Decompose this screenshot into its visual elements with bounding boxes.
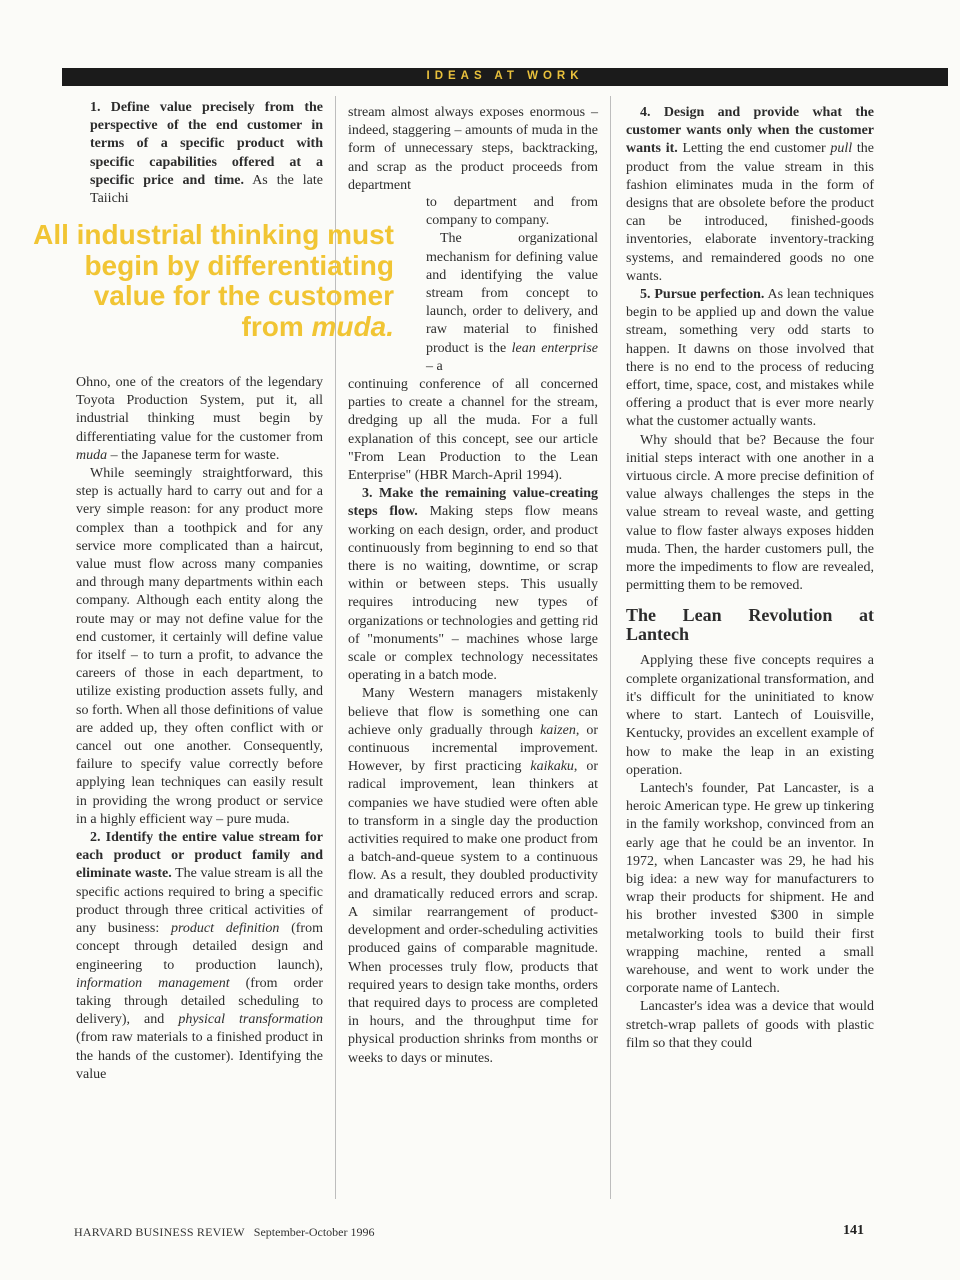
text: The value stream is all the specific actions required to bring a specific product through three critical activities of any business: xyxy=(76,866,323,937)
text: (from concept through detailed design and engineering to production launch), xyxy=(76,921,323,973)
paragraph-virtuous-circle: Why should that be? Because the four initial steps interact with one another in a virtuous circle. A more precise definition of value always challenges the steps in the value stream to reveal waste, and getting value to flow faster always exposes hidden muda. Then, the harder customers pull, the more the impediments to flow are revealed, permitting them to be removed. xyxy=(626,432,874,594)
text: Letting the end customer xyxy=(677,141,831,157)
emphasis: product definition xyxy=(170,921,280,937)
emphasis: kaizen xyxy=(540,722,576,738)
pull-quote-line-4-text: from xyxy=(241,310,312,342)
paragraph-idea: Lancaster's idea was a device that would stretch-wrap pallets of goods with plastic film so that they could xyxy=(626,999,874,1051)
paragraph-step-1 xyxy=(76,99,323,208)
pull-quote-line-2: begin by differentiating xyxy=(84,249,394,281)
paragraph-step-3 xyxy=(348,485,598,685)
column-2-top xyxy=(348,104,598,195)
text: The organizational mechanism for defining value and identifying the value stream from concept to launch, order to delivery, and raw material to finished product is the xyxy=(426,231,598,356)
paragraph-ohno xyxy=(76,374,323,465)
text: (from order taking through detailed scheduling to delivery), and xyxy=(76,975,324,1028)
text: Many Western managers mistakenly believe that flow is something one can achieve only gradually through xyxy=(348,686,598,738)
column-1-top xyxy=(76,99,323,208)
pull-quote-line-3: value for the customer xyxy=(93,280,394,311)
text: As lean techniques begin to be applied up and down the value stream, something very odd starts to happen. It dawns on those involved that there is no end to the process of reducing effort, time, space, cost, and mistakes while offering a product that is ever more nearly what the customer actually wants. xyxy=(626,287,874,430)
issue-date: September-October 1996 xyxy=(253,1225,375,1239)
column-1-body xyxy=(76,374,323,1084)
text: , or radical improvement, lean thinkers at companies we have studied were often able to transform in a single day the production activities required to make one product from a batch-and-queue system to a continuous flow. As a result, they doubled productivity and dramatically reduced errors and scrap. A similar rearrangement of product-development and order-scheduling activities produced gains of comparable magnitude. When processes truly flow, products that required years to design take months, orders that required days to process are completed in hours, and the throughput time for physical production shrinks from months or weeks to days or minutes. xyxy=(348,759,598,1066)
text: , or continuous incremental improvement. However, by first practicing xyxy=(348,722,598,775)
step-5-heading: 5. Pursue perfection. xyxy=(640,287,765,303)
pull-quote-line-4 xyxy=(20,312,394,343)
section-header-bar xyxy=(62,68,948,86)
paragraph-step-5 xyxy=(626,286,874,432)
emphasis: lean enterprise xyxy=(511,340,598,356)
text: – the Japanese term for waste. xyxy=(107,447,280,463)
pull-quote xyxy=(20,220,394,342)
column-divider-2 xyxy=(610,96,611,1199)
paragraph-founder: Lantech's founder, Pat Lancaster, is a heroic American type. He grew up tinkering in the family workshop, convinced from an early age that he could be an inventor. In 1972, when Lancaster was 29, he had his big idea: a new way for manufacturers to wrap their products for shipment. He and his brother invested $300 in simple metalworking tools to build their first wrapping machine, rented a small warehouse, and went to work under the corporate name of Lantech. xyxy=(626,780,874,997)
paragraph-lean-enterprise xyxy=(426,230,598,376)
paragraph-step-2 xyxy=(76,829,323,1084)
step-4-heading: 4. Design and provide what the customer wants only when the customer wants it. xyxy=(626,105,874,157)
emphasis: physical transformation xyxy=(178,1012,324,1028)
paragraph-value-stream-cont: to department and from company to company. xyxy=(426,195,598,229)
column-2-inset xyxy=(426,194,598,376)
emphasis: muda xyxy=(76,447,108,463)
paragraph-lean-enterprise-cont: continuing conference of all concerned parties to create a channel for the stream, dredging up all the muda. For a full explanation of this concept, see our article "From Lean Production to the Lean Enterprise" (HBR March-April 1994). xyxy=(348,377,598,484)
text: – a xyxy=(426,358,443,374)
paragraph-applying: Applying these five concepts requires a complete organizational transformation, and it's difficult for the uninitiated to know where to start. Lantech of Louisville, Kentucky, provides an excellent example of how to make the leap in an existing operation. xyxy=(626,653,874,778)
step-2-heading: 2. Identify the entire value stream for each product or product family and eliminate waste. xyxy=(76,830,323,882)
footer-citation xyxy=(74,1225,375,1240)
emphasis: pull xyxy=(830,141,853,157)
paragraph-value-stream: stream almost always exposes enormous – indeed, staggering – amounts of muda in the form of unnecessary steps, backtracking, and scrap as the product proceeds from department xyxy=(348,105,598,193)
text: Making steps flow means working on each design, order, and product continuously from beginning to end so that there is no waiting, downtime, or scrap within or between steps. This usually requires introducing new types of organizations or technologies and getting rid of "monuments" – machines whose large scale or complex technology necessitates operating in a batch mode. xyxy=(348,504,598,684)
paragraph-step-4 xyxy=(626,104,874,286)
emphasis: kaikaku xyxy=(530,759,574,775)
text: Ohno, one of the creators of the legendary Toyota Production System, put it, all industrial thinking must begin by differentiating value for the customer from xyxy=(76,375,323,445)
text: (from raw materials to a finished product in the hands of the customer). Identifying the value xyxy=(76,1030,323,1082)
publication-name: HARVARD BUSINESS REVIEW xyxy=(74,1225,245,1239)
section-subhead: The Lean Revolution at Lantech xyxy=(626,605,874,645)
section-label: IDEAS AT WORK xyxy=(426,70,584,82)
pull-quote-emphasis: muda. xyxy=(311,310,394,342)
text: the product from the value stream in this fashion eliminates muda in the form of designs that are obsolete before the product can be introduced, finished-goods inventories, elaborate inventory-tracking systems, and remaindered goods no one wants. xyxy=(626,141,875,284)
emphasis: information management xyxy=(76,975,230,991)
paragraph-straightforward: While seemingly straightforward, this step is actually hard to carry out and for a very simple reason: for any product more complex than a toothpick and for any service more complicated than a haircut, value must flow across many companies and through many departments within each company. Although each entity along the route may or may not define value for the end customer, it certainly will define value for itself – to turn a profit, to advance the careers of those in each department, to utilize existing production assets fully, and so forth. When all those definitions of value are added up, they often conflict with or cancel out one another. Consequently, failure to specify value correctly before applying lean techniques can easily result in providing the wrong product or service in a highly efficient way – pure muda. xyxy=(76,466,323,827)
column-2-body xyxy=(348,376,598,1068)
step-1-text: As the late Taiichi xyxy=(90,172,323,207)
paragraph-kaizen xyxy=(348,685,598,1067)
step-3-heading: 3. Make the remaining value-creating steps flow. xyxy=(348,486,598,520)
page-number: 141 xyxy=(843,1223,864,1238)
column-3 xyxy=(626,104,874,1053)
pull-quote-line-1: All industrial thinking must xyxy=(33,219,394,250)
step-1-heading: 1. Define value precisely from the perspective of the end customer in terms of a specific product with specific capabilities offered at a specific price and time. xyxy=(90,100,323,188)
